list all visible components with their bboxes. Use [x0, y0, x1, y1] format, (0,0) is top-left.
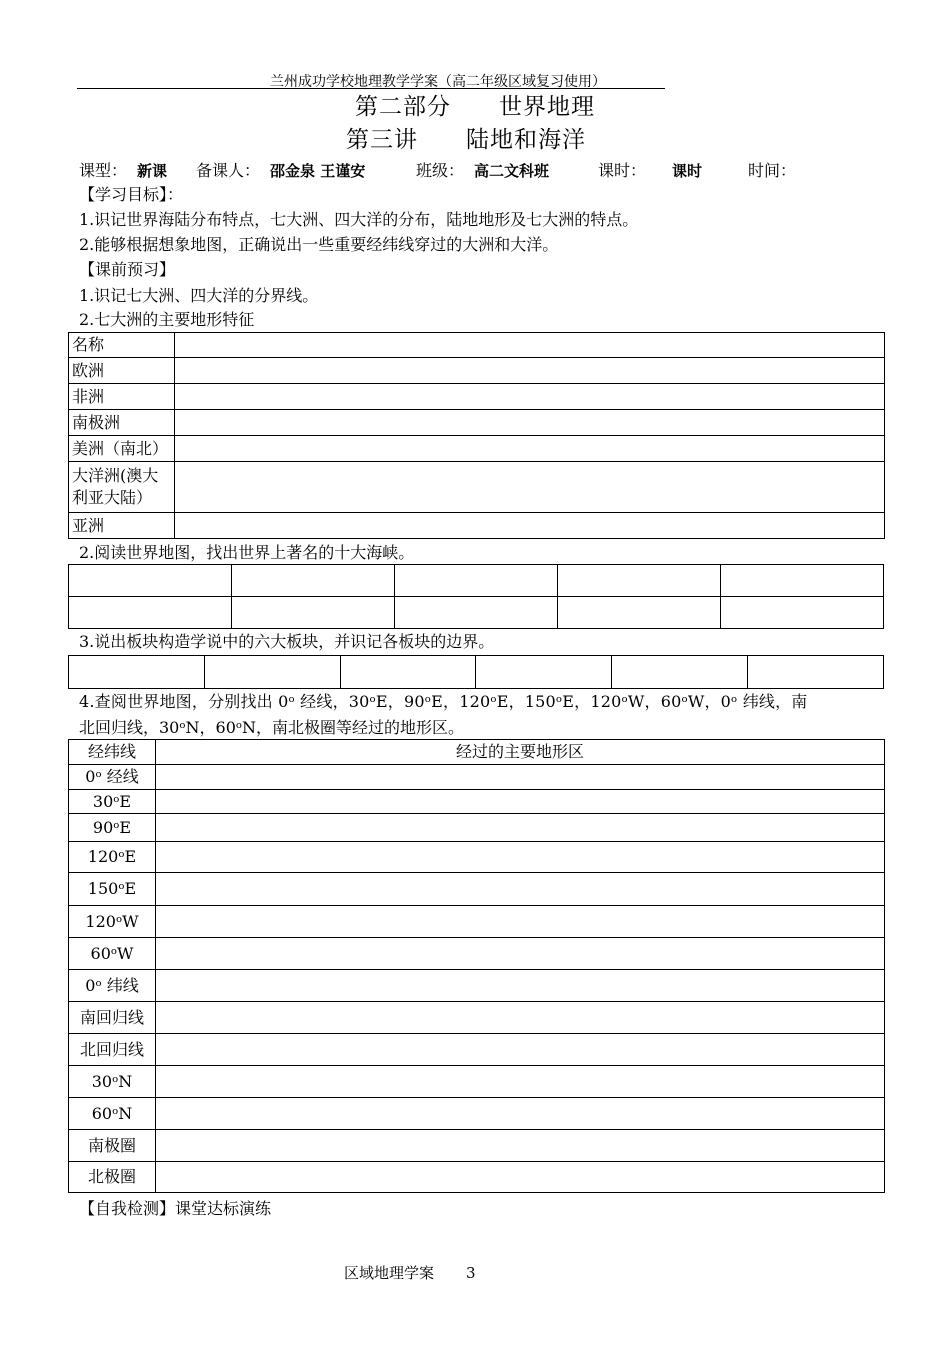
info-prep-value: 邵金泉 王谨安 [270, 162, 366, 180]
continent-name-cell: 欧洲 [69, 358, 175, 384]
line-name-cell: 60ᵒW [69, 938, 156, 970]
strait-cell[interactable] [558, 565, 721, 597]
continent-name-cell: 非洲 [69, 384, 175, 410]
table-row [69, 873, 885, 906]
plate-cell[interactable] [204, 656, 340, 689]
table-row [69, 906, 885, 938]
answer-cell[interactable] [156, 765, 885, 790]
info-type-value: 新课 [137, 162, 168, 180]
answer-cell[interactable] [156, 1130, 885, 1162]
table-row [69, 1002, 885, 1034]
lecture-title: 第三讲 陆地和海洋 [346, 127, 586, 153]
table-row [69, 842, 885, 873]
answer-cell[interactable] [156, 970, 885, 1002]
strait-cell[interactable] [558, 597, 721, 629]
info-period-label: 课时： [598, 161, 647, 180]
goal-item: 2.能够根据想象地图，正确说出一些重要经纬线穿过的大洲和大洋。 [79, 235, 559, 254]
continent-name-cell [69, 462, 175, 513]
strait-cell[interactable] [69, 597, 232, 629]
straits-prompt: 2.阅读世界地图，找出世界上著名的十大海峡。 [79, 543, 415, 562]
table-row [69, 1034, 885, 1066]
table-row [69, 970, 885, 1002]
answer-cell[interactable] [156, 1162, 885, 1193]
goal-item: 1.识记世界海陆分布特点，七大洲、四大洋的分布，陆地地形及七大洲的特点。 [79, 210, 639, 229]
preview-item: 1.识记七大洲、四大洋的分界线。 [79, 286, 319, 305]
table-row [69, 333, 885, 358]
line-name-cell: 南回归线 [69, 1002, 156, 1034]
strait-cell[interactable] [69, 565, 232, 597]
table-row [69, 358, 885, 384]
plate-cell[interactable] [69, 656, 205, 689]
continent-name-cell: 名称 [69, 333, 175, 358]
line-name-cell: 120ᵒE [69, 842, 156, 873]
lines-prompt: 北回归线，30ᵒN，60ᵒN，南北极圈等经过的地形区。 [79, 718, 465, 737]
lines-table [68, 739, 885, 1193]
answer-cell[interactable] [156, 1034, 885, 1066]
line-name-cell: 60ᵒN [69, 1098, 156, 1130]
plate-cell[interactable] [748, 656, 884, 689]
strait-cell[interactable] [395, 565, 558, 597]
line-name-cell: 0ᵒ 纬线 [69, 970, 156, 1002]
line-name-cell: 0ᵒ 经线 [69, 765, 156, 790]
answer-cell[interactable] [175, 410, 885, 436]
table-row [69, 565, 884, 597]
table-row [69, 1162, 885, 1193]
table-row [69, 513, 885, 539]
answer-cell[interactable] [156, 873, 885, 906]
table-row [69, 1066, 885, 1098]
answer-cell[interactable] [175, 462, 885, 513]
strait-cell[interactable] [721, 597, 884, 629]
preview-item: 2.七大洲的主要地形特征 [79, 310, 255, 329]
table-row [69, 814, 885, 842]
plates-table [68, 655, 884, 689]
table-row [69, 938, 885, 970]
line-name-cell: 150ᵒE [69, 873, 156, 906]
strait-cell[interactable] [232, 597, 395, 629]
answer-cell[interactable] [175, 513, 885, 539]
page-number: 3 [466, 1264, 476, 1282]
continent-name-line: 大洋洲(澳大 [72, 466, 159, 485]
page-footer [344, 1262, 476, 1283]
lines-header-col1: 经纬线 [69, 740, 156, 765]
info-class-label: 班级： [416, 161, 465, 180]
strait-cell[interactable] [395, 597, 558, 629]
plate-cell[interactable] [340, 656, 476, 689]
info-prep-label: 备课人： [196, 161, 261, 180]
footer-label: 区域地理学案 [344, 1264, 435, 1282]
table-row [69, 656, 884, 689]
self-check-heading: 【自我检测】课堂达标演练 [79, 1199, 272, 1218]
plate-cell[interactable] [612, 656, 748, 689]
answer-cell[interactable] [156, 1002, 885, 1034]
answer-cell[interactable] [156, 790, 885, 814]
table-row [69, 1098, 885, 1130]
line-name-cell: 90ᵒE [69, 814, 156, 842]
table-row [69, 740, 885, 765]
table-row [69, 790, 885, 814]
lines-prompt: 4.查阅世界地图，分别找出 0ᵒ 经线，30ᵒE，90ᵒE，120ᵒE，150ᵒE，120ᵒW，60ᵒW，0ᵒ 纬线，南 [79, 692, 808, 711]
line-name-cell: 30ᵒE [69, 790, 156, 814]
info-time-label: 时间： [748, 161, 797, 180]
continent-name-cell: 美洲（南北） [69, 436, 175, 462]
continent-name-cell: 亚洲 [69, 513, 175, 539]
preview-heading: 【课前预习】 [79, 260, 176, 279]
page-header: 兰州成功学校地理教学学案（高二年级区域复习使用） [270, 74, 606, 90]
straits-table [68, 564, 884, 629]
answer-cell[interactable] [175, 436, 885, 462]
strait-cell[interactable] [232, 565, 395, 597]
answer-cell[interactable] [156, 938, 885, 970]
answer-cell[interactable] [156, 1066, 885, 1098]
answer-cell[interactable] [156, 842, 885, 873]
line-name-cell: 南极圈 [69, 1130, 156, 1162]
line-name-cell: 北极圈 [69, 1162, 156, 1193]
info-type-label: 课型： [79, 161, 128, 180]
plate-cell[interactable] [476, 656, 612, 689]
answer-cell[interactable] [156, 814, 885, 842]
answer-cell[interactable] [156, 1098, 885, 1130]
answer-cell[interactable] [175, 384, 885, 410]
line-name-cell: 120ᵒW [69, 906, 156, 938]
continent-name-line: 利亚大陆） [72, 488, 153, 507]
answer-cell[interactable] [156, 906, 885, 938]
continents-table [68, 332, 885, 539]
table-row [69, 384, 885, 410]
answer-cell[interactable] [175, 358, 885, 384]
lines-header-col2: 经过的主要地形区 [156, 740, 885, 765]
table-row [69, 410, 885, 436]
strait-cell[interactable] [721, 565, 884, 597]
continent-name-cell: 南极洲 [69, 410, 175, 436]
table-row [69, 436, 885, 462]
table-row [69, 597, 884, 629]
info-class-value: 高二文科班 [474, 162, 550, 180]
table-row [69, 462, 885, 513]
table-row [69, 765, 885, 790]
answer-cell[interactable] [175, 333, 885, 358]
plates-prompt: 3.说出板块构造学说中的六大板块，并识记各板块的边界。 [79, 632, 495, 651]
line-name-cell: 30ᵒN [69, 1066, 156, 1098]
info-period-value: 课时 [672, 162, 703, 180]
goals-heading: 【学习目标】： [79, 185, 184, 204]
table-row [69, 1130, 885, 1162]
part-title: 第二部分 世界地理 [355, 94, 595, 120]
line-name-cell: 北回归线 [69, 1034, 156, 1066]
